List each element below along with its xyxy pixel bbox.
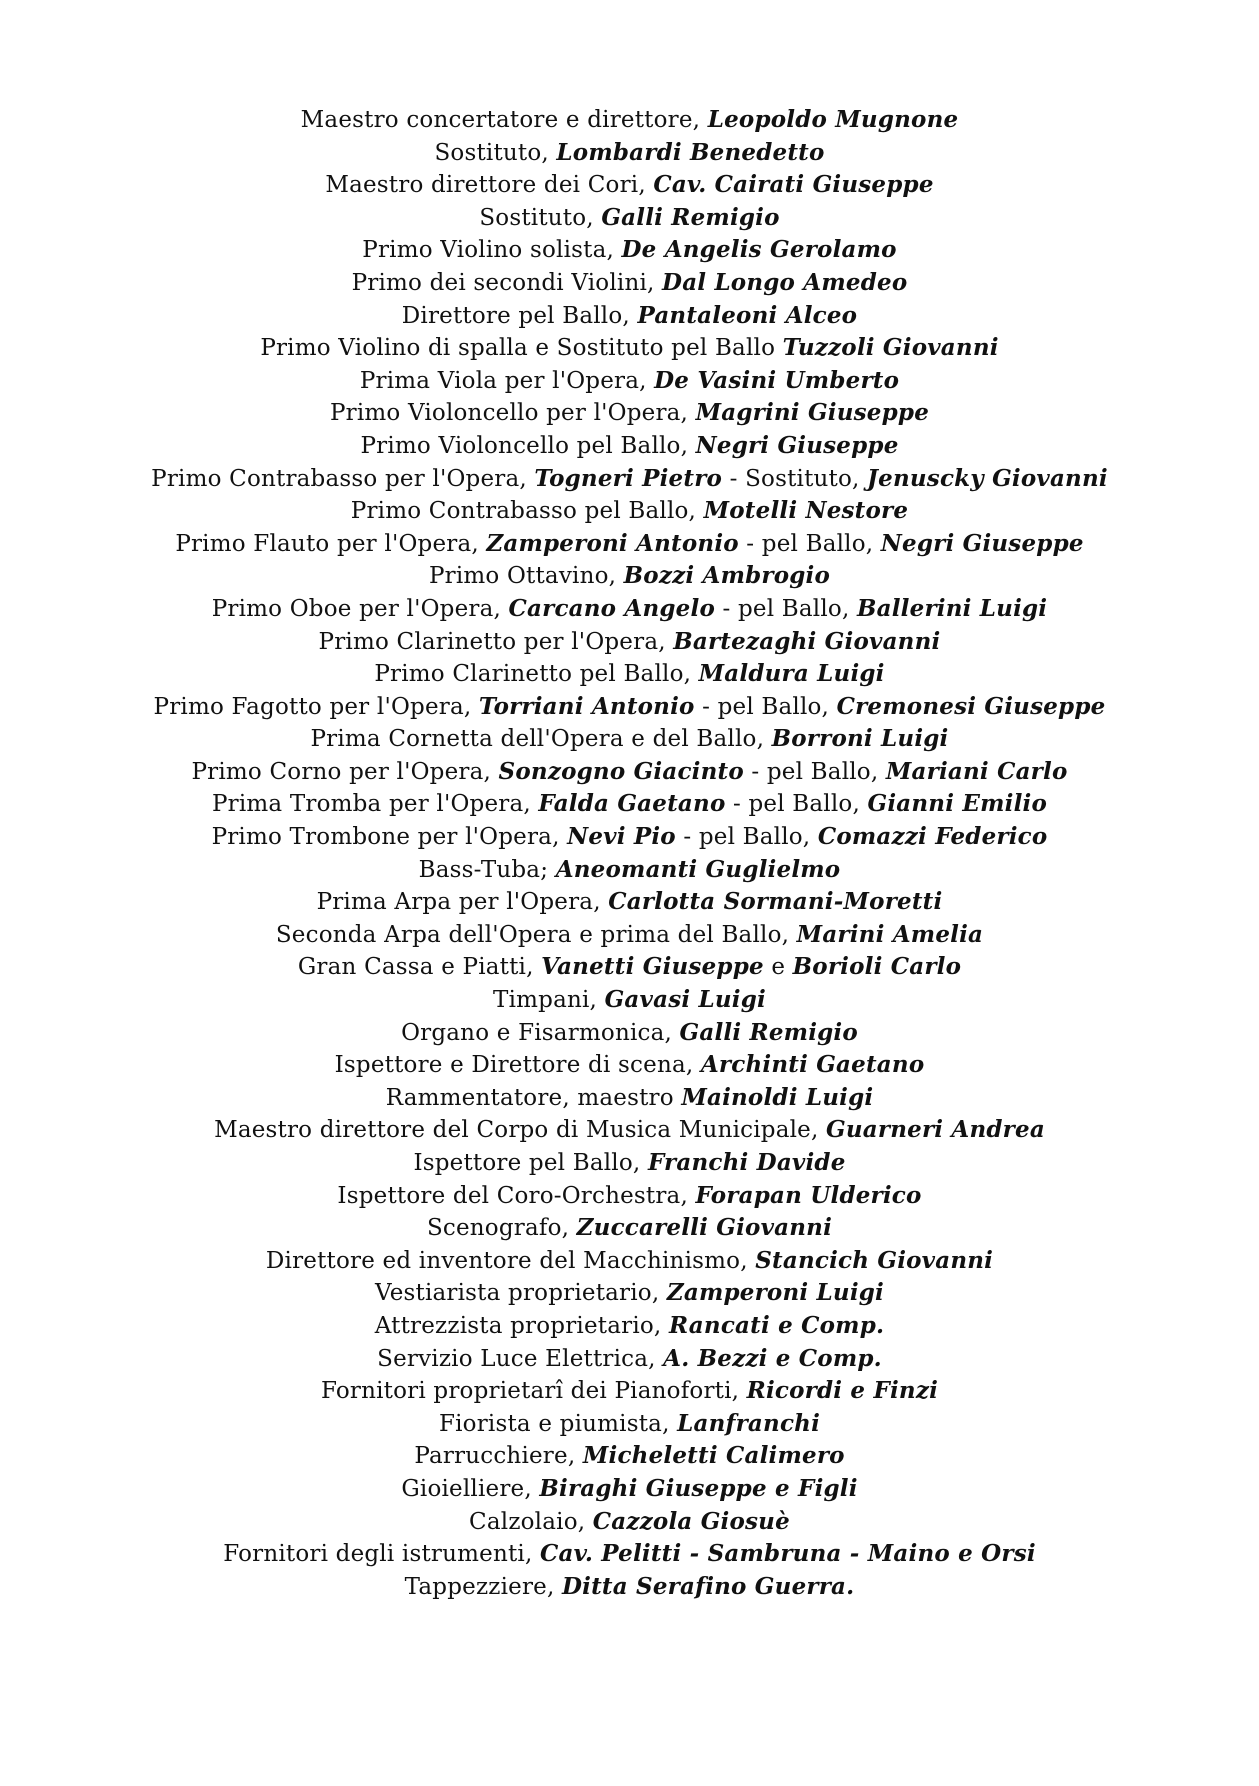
role-text: Timpani, [493, 987, 605, 1014]
role-text: Ispettore e Direttore di scena, [334, 1052, 701, 1079]
credit-line [0, 756, 1259, 789]
credit-line [0, 1212, 1259, 1245]
credit-line [0, 984, 1259, 1017]
credit-line [0, 1343, 1259, 1376]
person-name: Ballerini Luigi [857, 594, 1048, 622]
role-text: - Sostituto, [722, 465, 868, 492]
person-name: Comazzi Federico [817, 823, 1048, 851]
person-name: De Vasini Umberto [654, 366, 900, 394]
role-text: Primo Trombone per l'Opera, [211, 824, 568, 851]
person-name: Micheletti Calimero [582, 1442, 845, 1470]
person-name: Marini Amelia [796, 920, 984, 948]
credit-line [0, 951, 1259, 984]
credit-line [0, 365, 1259, 398]
credit-line [0, 1147, 1259, 1180]
role-text: - pel Ballo, [715, 595, 857, 622]
role-text: Maestro direttore dei Cori, [325, 172, 654, 199]
role-text: Sostituto, [479, 204, 602, 231]
person-name: A. Bezzi e Comp. [663, 1344, 882, 1372]
person-name: Aneomanti Guglielmo [555, 855, 841, 883]
person-name: Bartezaghi Giovanni [673, 627, 941, 655]
role-text: Fornitori proprietarî dei Pianoforti, [320, 1378, 747, 1405]
person-name: Cav. Pelitti - Sambruna - Maino e Orsi [540, 1540, 1036, 1568]
credit-line [0, 788, 1259, 821]
credit-line [0, 658, 1259, 691]
person-name: Archinti Gaetano [700, 1051, 925, 1079]
person-name: Bozzi Ambrogio [623, 562, 831, 590]
role-text: - pel Ballo, [694, 693, 837, 720]
role-text: - pel Ballo, [725, 791, 868, 818]
credit-line [0, 886, 1259, 919]
person-name: Cazzola Giosuè [592, 1507, 790, 1535]
credit-line [0, 1114, 1259, 1147]
role-text: Fornitori degli istrumenti, [223, 1541, 540, 1568]
person-name: Lanfranchi [677, 1409, 821, 1437]
credit-line [0, 854, 1259, 887]
person-name: Torriani Antonio [478, 692, 695, 720]
role-text: Ispettore del Coro-Orchestra, [337, 1182, 696, 1209]
person-name: Leopoldo Mugnone [707, 106, 959, 133]
role-text: Maestro direttore del Corpo di Musica Municipale, [214, 1117, 827, 1144]
credit-line [0, 137, 1259, 170]
person-name: Maldura Luigi [698, 660, 885, 688]
role-text: Ispettore pel Ballo, [413, 1150, 648, 1176]
person-name: Cremonesi Giuseppe [836, 692, 1106, 720]
credit-line [0, 300, 1259, 333]
role-text: Fiorista e piumista, [438, 1410, 678, 1437]
person-name: Magrini Giuseppe [695, 399, 930, 427]
person-name: Zuccarelli Giovanni [576, 1214, 833, 1242]
credit-line [0, 1082, 1259, 1115]
credit-line [0, 1017, 1259, 1050]
role-text: Gran Cassa e Piatti, [297, 954, 542, 981]
person-name: Guarneri Andrea [826, 1116, 1045, 1144]
person-name: Rancati e Comp. [668, 1311, 885, 1339]
person-name: Gavasi Luigi [604, 986, 766, 1014]
person-name: Ricordi e Finzi [746, 1377, 939, 1405]
role-text: - pel Ballo, [738, 530, 881, 557]
role-text: Primo dei secondi Violini, [351, 269, 663, 296]
person-name: Gianni Emilio [867, 790, 1047, 818]
credit-line [0, 234, 1259, 267]
role-text: Primo Contrabasso per l'Opera, [151, 465, 535, 492]
role-text: Calzolaio, [469, 1508, 593, 1535]
person-name: Borioli Carlo [792, 953, 962, 981]
credit-line [0, 560, 1259, 593]
person-name: Negri Giuseppe [880, 529, 1084, 557]
role-text: Primo Ottavino, [428, 563, 624, 590]
role-text: Direttore pel Ballo, [401, 302, 638, 329]
credit-line [0, 267, 1259, 300]
personnel-credits-list [0, 104, 1259, 1603]
person-name: Lombardi Benedetto [556, 138, 825, 166]
person-name: Galli Remigio [601, 203, 780, 231]
person-name: Ditta Serafino Guerra. [562, 1572, 855, 1600]
person-name: Pantaleoni Alceo [637, 301, 858, 329]
credit-line [0, 1277, 1259, 1310]
credit-line [0, 1049, 1259, 1082]
role-text: Prima Tromba per l'Opera, [211, 791, 539, 818]
role-text: Primo Oboe per l'Opera, [211, 595, 509, 622]
person-name: Tuzzoli Giovanni [782, 334, 999, 362]
credit-line [0, 1408, 1259, 1441]
credit-line [0, 1375, 1259, 1408]
person-name: Borroni Luigi [771, 725, 949, 753]
credit-line [0, 1571, 1259, 1604]
role-text: Primo Clarinetto pel Ballo, [374, 661, 699, 688]
role-text: Seconda Arpa dell'Opera e prima del Ballo, [275, 921, 797, 948]
role-text: Primo Violoncello pel Ballo, [360, 432, 696, 459]
credit-line [0, 430, 1259, 463]
person-name: Vanetti Giuseppe [541, 953, 764, 981]
person-name: Forapan Ulderico [695, 1181, 922, 1209]
person-name: Mainoldi Luigi [681, 1083, 874, 1111]
role-text: Primo Clarinetto per l'Opera, [318, 628, 674, 655]
role-text: Organo e Fisarmonica, [401, 1019, 680, 1046]
credit-line [0, 1180, 1259, 1213]
person-name: Negri Giuseppe [695, 431, 899, 459]
credit-line [0, 528, 1259, 561]
credit-line [0, 1506, 1259, 1539]
credit-line [0, 202, 1259, 235]
role-text: Primo Violino solista, [362, 237, 622, 264]
credit-line [0, 104, 1259, 137]
person-name: Stancich Giovanni [755, 1246, 994, 1274]
credit-line [0, 1310, 1259, 1343]
credit-line [0, 495, 1259, 528]
role-text: Primo Violoncello per l'Opera, [329, 400, 696, 427]
credit-line [0, 1538, 1259, 1571]
role-text: Prima Viola per l'Opera, [359, 367, 655, 394]
person-name: Zamperoni Antonio [486, 529, 739, 557]
role-text: Prima Cornetta dell'Opera e del Ballo, [310, 726, 772, 753]
credit-line [0, 463, 1259, 496]
role-text: - pel Ballo, [743, 758, 886, 785]
credit-line [0, 1245, 1259, 1278]
credit-line [0, 1473, 1259, 1506]
person-name: Carlotta Sormani-Moretti [608, 888, 943, 916]
role-text: Parrucchiere, [414, 1443, 583, 1470]
credit-line [0, 1440, 1259, 1473]
credit-line [0, 691, 1259, 724]
role-text: Rammentatore, maestro [385, 1084, 682, 1111]
person-name: Sonzogno Giacinto [498, 757, 744, 785]
role-text: Primo Flauto per l'Opera, [175, 530, 487, 557]
role-text: Vestiarista proprietario, [375, 1280, 667, 1307]
credit-line [0, 593, 1259, 626]
credit-line [0, 821, 1259, 854]
role-text: Sostituto, [434, 139, 557, 166]
person-name: Jenuscky Giovanni [867, 464, 1108, 492]
role-text: Prima Arpa per l'Opera, [316, 889, 609, 916]
person-name: Carcano Angelo [508, 594, 715, 622]
role-text: Primo Violino di spalla e Sostituto pel Ballo [260, 335, 783, 362]
person-name: Franchi Davide [647, 1149, 846, 1176]
credit-line [0, 723, 1259, 756]
role-text: Bass-Tuba; [418, 856, 556, 883]
person-name: Mariani Carlo [885, 757, 1068, 785]
role-text: Scenografo, [426, 1215, 577, 1242]
person-name: Togneri Pietro [534, 464, 723, 492]
credit-line [0, 919, 1259, 952]
role-text: - pel Ballo, [675, 824, 818, 851]
role-text: Primo Fagotto per l'Opera, [153, 693, 479, 720]
role-text: Gioielliere, [401, 1475, 540, 1502]
credit-line [0, 332, 1259, 365]
role-text: Direttore ed inventore del Macchinismo, [265, 1247, 756, 1274]
role-text: Tappezziere, [404, 1573, 562, 1600]
role-text: Primo Contrabasso pel Ballo, [350, 498, 704, 525]
person-name: Galli Remigio [679, 1018, 858, 1046]
person-name: Biraghi Giuseppe e Figli [539, 1474, 858, 1502]
credit-line [0, 169, 1259, 202]
role-text: e [763, 954, 793, 981]
person-name: Dal Longo Amedeo [662, 268, 908, 296]
credit-line [0, 397, 1259, 430]
person-name: Cav. Cairati Giuseppe [653, 171, 934, 199]
person-name: De Angelis Gerolamo [621, 236, 897, 264]
role-text: Maestro concertatore e direttore, [300, 107, 708, 133]
role-text: Servizio Luce Elettrica, [377, 1345, 664, 1372]
credit-line [0, 626, 1259, 659]
role-text: Primo Corno per l'Opera, [191, 758, 499, 785]
person-name: Nevi Pio [567, 823, 676, 851]
person-name: Zamperoni Luigi [666, 1279, 884, 1307]
role-text: Attrezzista proprietario, [374, 1312, 669, 1339]
person-name: Motelli Nestore [703, 497, 909, 525]
person-name: Falda Gaetano [538, 790, 726, 818]
